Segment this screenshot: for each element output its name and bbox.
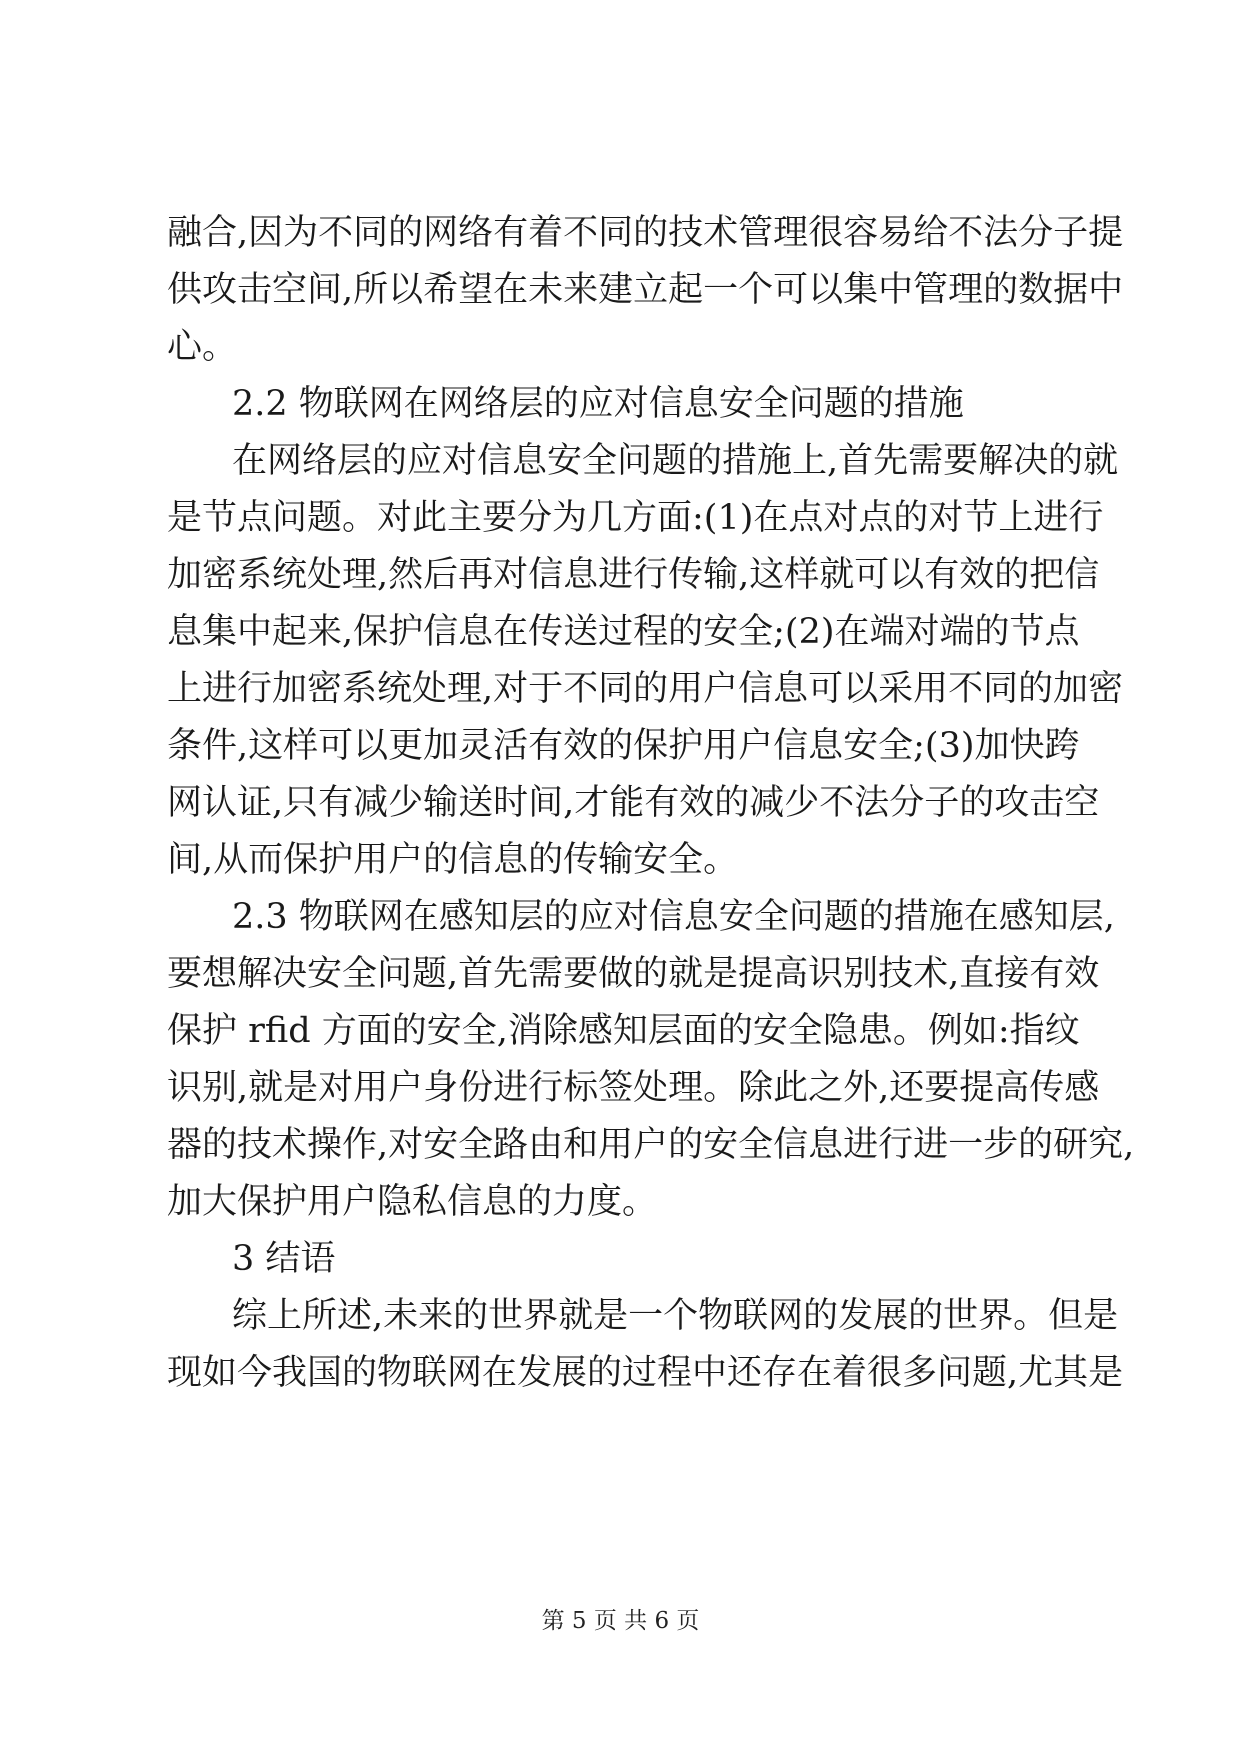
paragraph-4-line-2: 现如今我国的物联网在发展的过程中还存在着很多问题,尤其是 xyxy=(167,1353,1124,1393)
page-number-footer: 第 5 页 共 6 页 xyxy=(541,1608,700,1634)
section-heading-2-2: 2.2 物联网在网络层的应对信息安全问题的措施 xyxy=(232,384,964,424)
paragraph-2-line-3: 加密系统处理,然后再对信息进行传输,这样就可以有效的把信 xyxy=(167,555,1100,595)
paragraph-3-line-4: 识别,就是对用户身份进行标签处理。除此之外,还要提高传感 xyxy=(167,1068,1100,1108)
paragraph-2-line-4: 息集中起来,保护信息在传送过程的安全;(2)在端对端的节点 xyxy=(167,612,1080,652)
paragraph-3-line-5: 器的技术操作,对安全路由和用户的安全信息进行进一步的研究, xyxy=(167,1125,1135,1165)
paragraph-2-line-5: 上进行加密系统处理,对于不同的用户信息可以采用不同的加密 xyxy=(167,669,1124,709)
paragraph-3-line-2: 要想解决安全问题,首先需要做的就是提高识别技术,直接有效 xyxy=(167,954,1100,994)
paragraph-3-line-1: 2.3 物联网在感知层的应对信息安全问题的措施在感知层, xyxy=(232,897,1115,937)
paragraph-1-line-2: 供攻击空间,所以希望在未来建立起一个可以集中管理的数据中 xyxy=(167,270,1124,310)
paragraph-2-line-7: 网认证,只有减少输送时间,才能有效的减少不法分子的攻击空 xyxy=(167,783,1100,823)
paragraph-1-line-1: 融合,因为不同的网络有着不同的技术管理很容易给不法分子提 xyxy=(167,213,1124,253)
paragraph-2-line-2: 是节点问题。对此主要分为几方面:(1)在点对点的对节上进行 xyxy=(167,498,1104,538)
paragraph-4-line-1: 综上所述,未来的世界就是一个物联网的发展的世界。但是 xyxy=(232,1296,1119,1336)
section-heading-3: 3 结语 xyxy=(232,1239,336,1279)
paragraph-3-line-3: 保护 rfid 方面的安全,消除感知层面的安全隐患。例如:指纹 xyxy=(167,1011,1080,1051)
paragraph-1-line-3: 心。 xyxy=(167,327,238,367)
paragraph-2-line-8: 间,从而保护用户的信息的传输安全。 xyxy=(167,840,739,880)
paragraph-3-line-6: 加大保护用户隐私信息的力度。 xyxy=(167,1182,658,1222)
paragraph-2-line-1: 在网络层的应对信息安全问题的措施上,首先需要解决的就 xyxy=(232,441,1119,481)
paragraph-2-line-6: 条件,这样可以更加灵活有效的保护用户信息安全;(3)加快跨 xyxy=(167,726,1080,766)
